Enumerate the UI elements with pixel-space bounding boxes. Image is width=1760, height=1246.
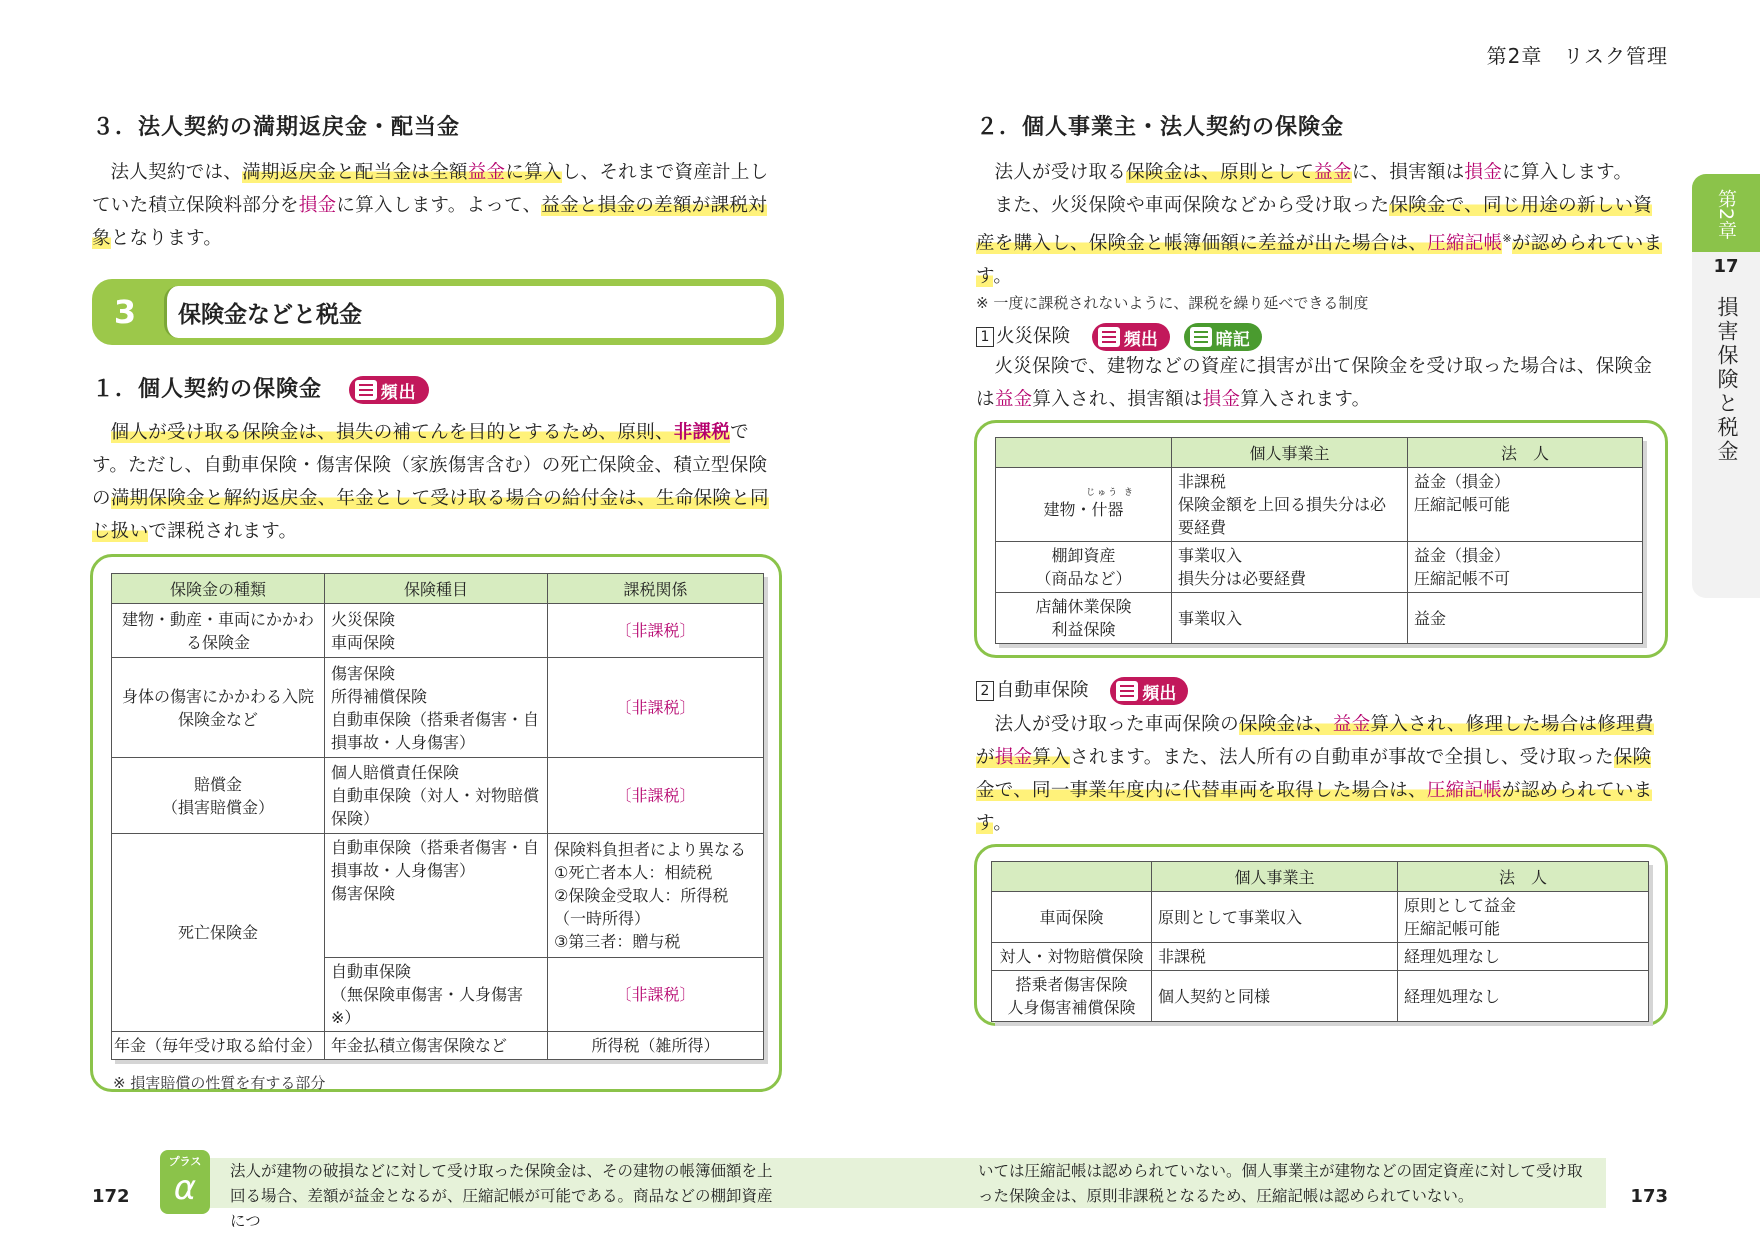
heading-corporate-maturity: ３．法人契約の満期返戻金・配当金 [92,115,461,140]
heading-business-insurance: ２．個人事業主・法人契約の保険金 [976,115,1345,140]
compression-note: ※ 一度に課税されないように、課税を繰り延べできる制度 [976,294,1369,312]
table-header: 法 人 [1398,862,1649,892]
plus-alpha-text-left: 法人が建物の破損などに対して受け取った保険金は、その建物の帳簿価額を上回る場合、差額が益金となるが、圧縮記帳が可能である。商品などの棚卸資産につ [230,1162,773,1230]
pen-paper-icon [1098,327,1120,347]
table-footnote: ※ 損害賠償の性質を有する部分 [113,1074,326,1092]
page-number-right: 173 [1630,1186,1668,1207]
personal-insurance-table-box [90,554,782,1092]
paragraph-auto: 法人が受け取った車両保険の保険金は、益金算入され、修理した場合は修理費が損金算入されます。また、法人所有の自動車が事故で全損し、受け取った保険金で、同一事業年度内に代替車両を取得した場合は、圧縮記帳が認められています。 [976,714,1654,834]
paragraph-corporate-maturity: 法人契約では、満期返戻金と配当金は全額益金に算入し、それまで資産計上していた積立保険料部分を損金に算入します。よって、益金と損金の差額が課税対象となります。 [92,162,769,249]
paragraph-personal-insurance: 個人が受け取る保険金は、損失の補てんを目的とするため、原則、非課税です。ただし、自動車保険・傷害保険（家族傷害含む）の死亡保険金、積立型保険の満期保険金と解約返戻金、年金として受け取る場合の給付金は、生命保険と同じ扱いで課税されます。 [92,422,769,542]
table-header: 保険金の種類 [112,574,325,604]
frequent-badge: 頻出 [1110,677,1188,705]
table-header: 個人事業主 [1172,438,1408,468]
ruby-reading: じゅう き [1086,487,1135,498]
table-row: 対人・対物賠償保険 非課税 経理処理なし [992,943,1649,971]
table-row: 年金（毎年受け取る給付金） 年金払積立傷害保険など 所得税（雑所得） [112,1032,764,1060]
section-number: 3 [113,293,137,331]
table-header: 保険種目 [325,574,548,604]
pen-paper-icon [355,380,377,400]
personal-insurance-table [111,573,764,1060]
table-header: 課税関係 [548,574,764,604]
frequent-badge: 頻出 [349,376,429,404]
fire-insurance-table [995,437,1643,644]
paragraph-fire: 火災保険で、建物などの資産に損害が出て保険金を受け取った場合は、保険金は益金算入され、損害額は損金算入されます。 [976,356,1653,410]
table-row: 死亡保険金 自動車保険（搭乗者傷害・自損事故・人身傷害） 傷害保険 保険料負担者により異なる ①死亡者本人：相続税 ②保険金受取人：所得税（一時所得） ③第三者：贈与税 [112,834,764,958]
subheading-auto: 2 自動車保険 頻出 [976,676,1188,705]
memorize-badge: 暗記 [1184,323,1262,351]
side-tab-chapter: 第2章 [1692,174,1760,252]
table-row: 棚卸資産 （商品など） 事業収入 損失分は必要経費 益金（損金） 圧縮記帳不可 [996,542,1643,593]
plus-alpha-text-right: いては圧縮記帳は認められていない。個人事業主が建物などの固定資産に対して受け取った保険金は、原則非課税となるため、圧縮記帳は認められていない。 [978,1162,1583,1205]
plus-alpha-icon: プラス α [160,1150,210,1214]
table-row: 自動車保険 （無保険車傷害・人身傷害※） 〔非課税〕 [112,958,764,1032]
table-header [996,438,1172,468]
side-tab-title: 損害保険と税金 [1715,296,1739,464]
table-row: 賠償金 （損害賠償金） 個人賠償責任保険 自動車保険（対人・対物賠償保険） 〔非課税〕 [112,758,764,834]
table-row: じゅう き 建物・什器 非課税 保険金額を上回る損失分は必要経費 益金（損金） 圧縮記帳可能 [996,468,1643,542]
table-row: 身体の傷害にかかわる入院保険金など 傷害保険 所得補償保険 自動車保険（搭乗者傷害・自損事故・人身傷害） 〔非課税〕 [112,658,764,758]
auto-table-box [974,844,1668,1026]
auto-insurance-table [991,861,1649,1022]
paragraph-business-insurance: 法人が受け取る保険金は、原則として益金に、損害額は損金に算入します。 また、火災保険や車両保険などから受け取った保険金で、同じ用途の新しい資産を購入し、保険金と帳簿価額に差益が出た場合は、圧縮記帳※が認められています。 [976,162,1663,288]
table-row: 搭乗者傷害保険 人身傷害補償保険 個人契約と同様 経理処理なし [992,971,1649,1022]
book-icon [1190,327,1212,347]
page-number-left: 172 [92,1186,130,1207]
heading-personal-insurance: １．個人契約の保険金 頻出 [92,372,429,404]
table-row: 車両保険 原則として事業収入 原則として益金 圧縮記帳可能 [992,892,1649,943]
table-header: 個人事業主 [1152,862,1398,892]
side-tab-number: 17 [1713,256,1739,277]
table-header: 法 人 [1408,438,1643,468]
table-row: 建物・動産・車両にかかわる保険金 火災保険 車両保険 〔非課税〕 [112,604,764,658]
table-row: 店舗休業保険 利益保険 事業収入 益金 [996,593,1643,644]
chapter-header: 第2章 リスク管理 [1486,44,1668,68]
fire-table-box [974,420,1668,658]
subheading-fire: 1 火災保険 頻出 暗記 [976,322,1262,351]
table-header [992,862,1152,892]
section-title: 保険金などと税金 [178,302,362,328]
frequent-badge: 頻出 [1092,323,1170,351]
pen-paper-icon [1116,681,1138,701]
